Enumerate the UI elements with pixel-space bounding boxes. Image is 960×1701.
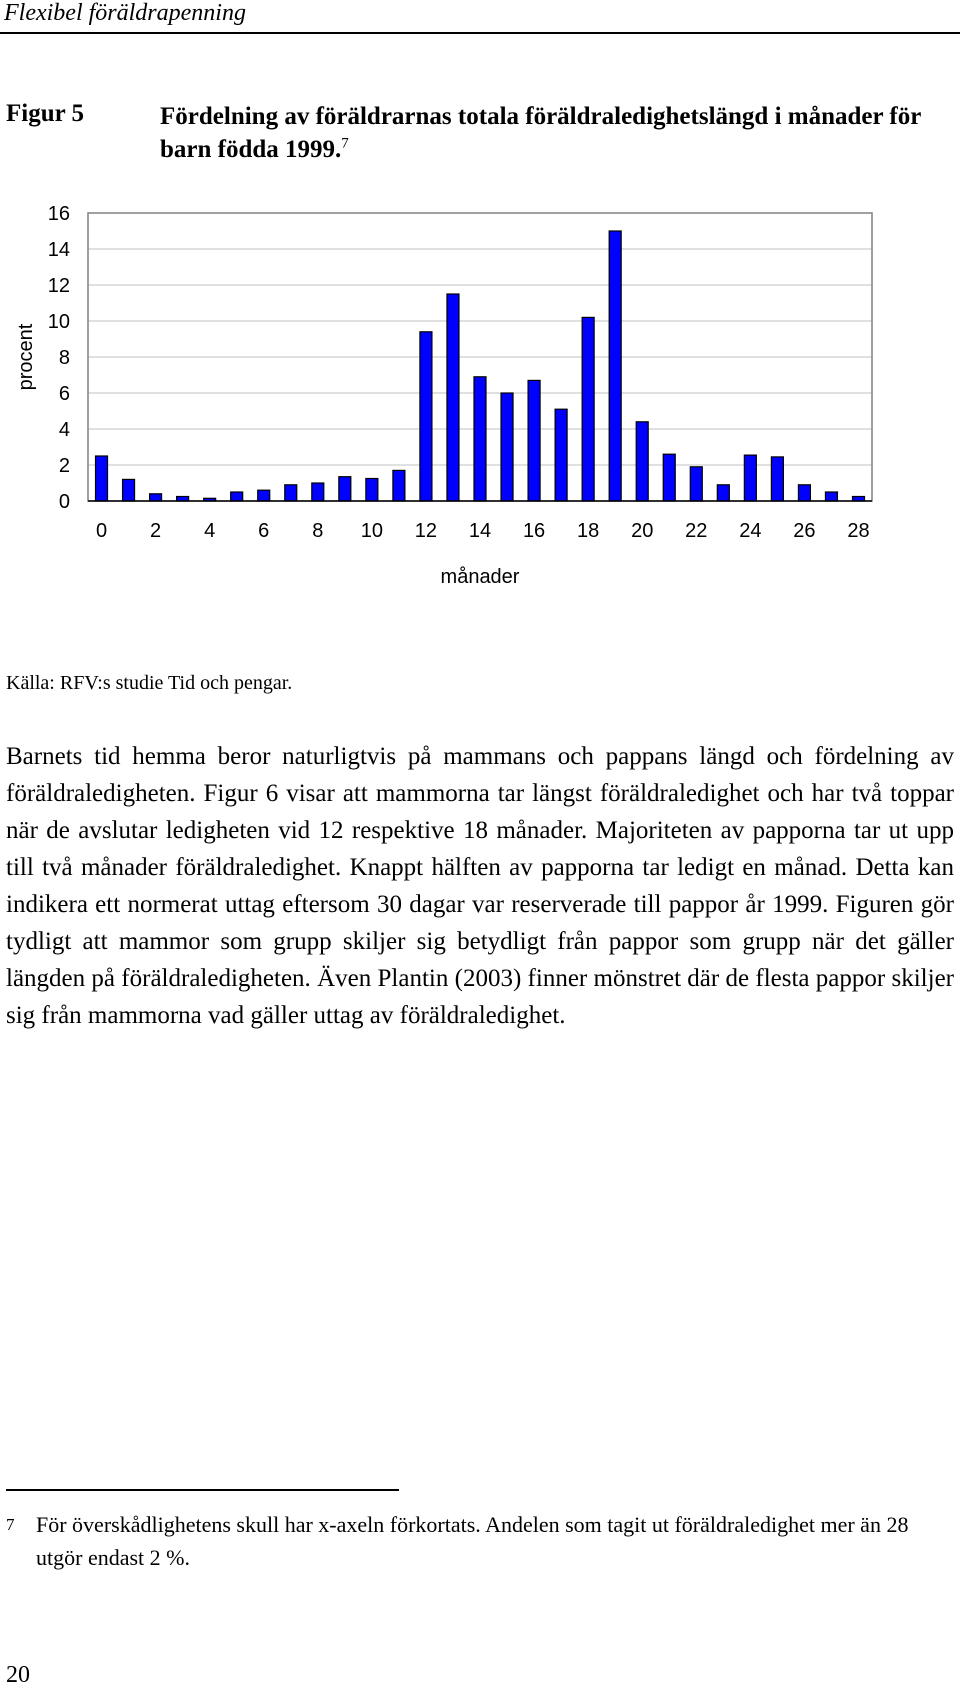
bar — [501, 393, 513, 501]
bar — [663, 454, 675, 501]
footnote-reference: 7 — [341, 135, 349, 152]
bar — [393, 470, 405, 501]
x-tick-label: 20 — [631, 520, 654, 542]
bar — [258, 490, 270, 501]
footnote-number: 7 — [6, 1515, 15, 1534]
y-axis-label: procent — [15, 323, 37, 391]
x-tick-label: 0 — [95, 520, 108, 542]
bar — [312, 483, 324, 501]
y-tick-label: 8 — [58, 347, 70, 369]
bar — [231, 492, 243, 501]
x-tick-label: 28 — [847, 520, 870, 542]
x-tick-label: 8 — [312, 520, 324, 542]
footnote — [6, 1508, 946, 1574]
running-header: Flexibel föräldrapenning — [4, 0, 246, 26]
bar — [798, 485, 810, 501]
footnote-text: För överskådlighetens skull har x-axeln förkortats. Andelen som tagit ut föräldraledighet mer än 28 utgör endast 2 %. — [36, 1512, 909, 1570]
y-tick-label: 14 — [47, 239, 70, 261]
x-tick-label: 14 — [468, 520, 492, 542]
bars — [96, 231, 865, 501]
bar — [744, 455, 756, 501]
bar — [96, 456, 108, 501]
page-number: 20 — [6, 1662, 30, 1688]
x-tick-label: 26 — [793, 520, 816, 542]
header-rule — [0, 32, 960, 34]
bar — [771, 457, 783, 501]
bar — [447, 294, 459, 501]
bar — [555, 409, 567, 501]
y-tick-label: 12 — [47, 275, 70, 297]
x-tick-label: 2 — [150, 520, 162, 542]
bar — [150, 494, 162, 501]
x-tick-label: 18 — [577, 520, 600, 542]
bar — [474, 377, 486, 501]
x-tick-label: 22 — [685, 520, 708, 542]
y-tick-label: 4 — [58, 419, 70, 441]
bar — [123, 479, 135, 501]
y-tick-label: 6 — [58, 383, 70, 405]
bar — [609, 231, 621, 501]
x-tick-label: 24 — [739, 520, 762, 542]
y-tick-label: 10 — [47, 311, 70, 333]
bar — [582, 317, 594, 501]
y-tick-labels — [48, 203, 70, 513]
x-tick-label: 16 — [522, 520, 546, 542]
figure-caption — [160, 100, 950, 166]
y-tick-label: 16 — [47, 203, 70, 225]
bar-chart — [0, 200, 960, 640]
x-tick-label: 6 — [258, 520, 270, 542]
x-tick-labels — [96, 520, 870, 542]
bar — [339, 477, 351, 501]
x-axis-label: månader — [440, 566, 520, 588]
bar — [690, 467, 702, 501]
bar — [420, 332, 432, 501]
bar — [285, 485, 297, 501]
y-tick-label: 2 — [58, 455, 70, 477]
bar — [825, 492, 837, 501]
figure-caption-text: Fördelning av föräldrarnas totala föräldraledighetslängd i månader för barn födda 1999. — [160, 103, 921, 163]
footnote-rule — [6, 1489, 399, 1491]
bar — [717, 485, 729, 501]
x-tick-label: 4 — [204, 520, 216, 542]
figure-source: Källa: RFV:s studie Tid och pengar. — [6, 672, 293, 694]
bar — [528, 380, 540, 501]
x-tick-label: 12 — [414, 520, 438, 542]
bar — [636, 422, 648, 501]
bar — [366, 479, 378, 502]
y-tick-label: 0 — [58, 491, 70, 513]
x-tick-label: 10 — [360, 520, 383, 542]
body-paragraph: Barnets tid hemma beror naturligtvis på mammans och pappans längd och fördelning av föräldraledigheten. Figur 6 visar att mammorna tar längst föräldraledighet och har två toppar när de avslutar ledigheten vid 12 respektive 18 månader. Majoriteten av papporna tar ut upp till två månader föräldraledighet. Knappt hälften av papporna tar ledigt en månad. Detta kan indikera ett normerat uttag eftersom 30 dagar var reserverade till pappor år 1999. Figuren gör tydligt att mammor som grupp skiljer sig betydligt från pappor som grupp när det gäller längden på föräldraledigheten. Även Plantin (2003) finner mönstret där de flesta pappor skiljer sig från mammorna vad gäller uttag av föräldraledighet. — [6, 743, 954, 1029]
figure-label: Figur 5 — [6, 100, 85, 127]
